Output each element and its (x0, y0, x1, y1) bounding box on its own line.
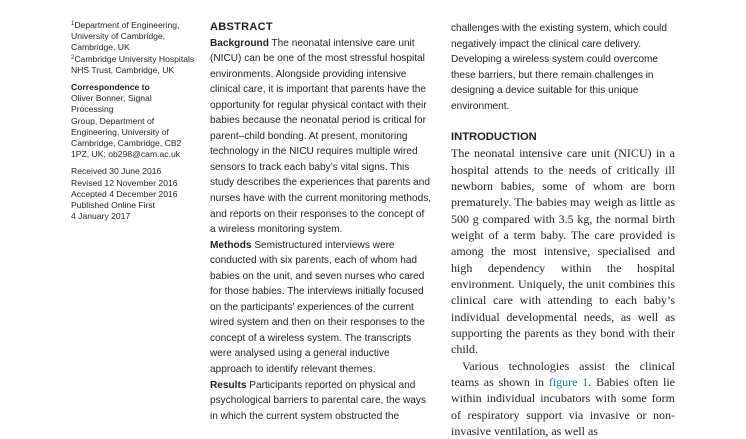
article-info-sidebar (71, 0, 196, 222)
correspondence: Correspondence to Oliver Bonner, Signal Processing Group, Department of Engineering, University of Cambridge, Cambridge, CB2 1PZ, UK; ob298@cam.ac.uk (71, 82, 196, 160)
abstract (210, 0, 432, 424)
affiliation-2: $^2$Cambridge University Hospitals NHS Trust, Cambridge, UK (71, 53, 195, 75)
right-column (451, 0, 675, 439)
abstract-background: Background The neonatal intensive care unit (NICU) can be one of the most stressful hospital environments. Alongside providing intensive clinical care, it is important that parents have the opportunity for regular physical contact with their babies because the neonatal period is critical for parent–child bonding. At present, monitoring technology in the NICU requires multiple wired sensors to track each baby’s vital signs. This study describes the experiences that parents and nurses have with the current monitoring methods, and reports on their responses to the concept of a wireless monitoring system. (210, 37, 432, 236)
abstract-title: ABSTRACT (210, 21, 273, 33)
introduction-paragraph-1: The neonatal intensive care unit (NICU) in a hospital attends to the needs of critically ill newborn babies, some of whom are born prematurely. The babies may weigh as little as 500 g compared with 3.5 kg, the normal birth weight of a term baby. The care provided is among the most intensive, specialised and high dependency within the hospital environment. Uniquely, the unit combines this clinical care with attending to each baby’s individual developmental needs, as well as supporting the parents as they bond with their child. (451, 146, 675, 357)
figure-1-link[interactable]: figure 1 (548, 375, 589, 390)
abstract-methods: Methods Semistructured interviews were conducted with six parents, each of whom had babies on the unit, and seven nurses who cared for those babies. The interviews initially focused on the participants’ experiences of the current wired system and then on their responses to the concept of a wireless system. The transcripts were analysed using a general inductive approach to identify relevant themes. (210, 239, 425, 376)
introduction-heading: INTRODUCTION (451, 131, 537, 144)
affiliation-1: $^1$Department of Engineering, University of Cambridge, Cambridge, UK (71, 20, 180, 53)
correspondence-heading: Correspondence to (71, 82, 150, 93)
article-dates: Received 30 June 2016 Revised 12 November 2016 Accepted 4 December 2016 Published Online First 4 January 2017 (71, 166, 178, 222)
abstract-results: Results Participants reported on physical and psychological barriers to parental care, the ways in which the current system obstructed the (210, 379, 427, 422)
introduction-paragraph-2: Various technologies assist the clinical teams as shown in figure 1. Babies often lie within individual incubators with some form of respiratory support via invasive or non-invasive ventilation, as well as (451, 358, 675, 439)
abstract-continued: challenges with the existing system, which could negatively impact the clinical care delivery. Developing a wireless system could overcome these barriers, but there remain challenges in designing a device suitable for this unique environment. (451, 23, 668, 112)
